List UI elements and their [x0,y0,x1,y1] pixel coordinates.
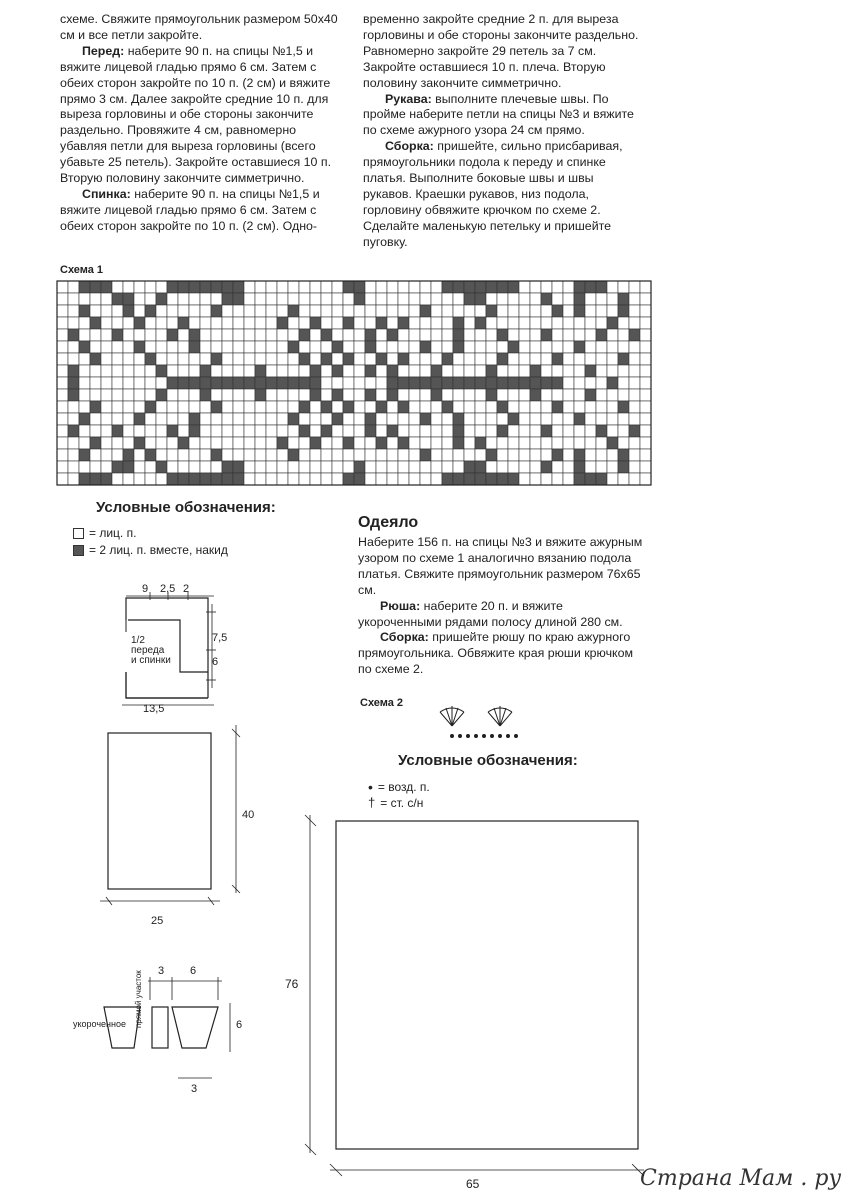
legend1-title: Условные обозначения: [96,499,276,516]
paragraph-body: схеме. Свяжите прямоугольник размером 50х40 см и все петли закройте. [60,12,338,42]
front-dim-2-5: 2,5 [160,583,176,595]
sleeve-dim-3-bottom: 3 [191,1083,198,1095]
rect-dim-height: 40 [242,809,255,821]
paragraph-heading: Спинка: [82,186,131,201]
sleeve-label-short: укороченное [73,1019,127,1029]
paragraph-heading: Сборка: [385,139,434,154]
scheme1-label: Схема 1 [60,264,104,276]
paragraph-body: наберите 90 п. на спицы №1,5 и вяжите лицевой гладью прямо 6 см. Затем с обеих сторон закройте по 10 п. (2 см). Одно- [60,186,320,233]
legend2-item-chain: • = возд. п. [368,779,430,795]
paragraph-body: выполните плечевые швы. По пройме наберите петли на спицы №3 и вяжите по схеме ажурного узора 24 см прямо. [363,91,634,138]
blanket-dim-height: 76 [285,977,299,991]
front-piece-label: 1/2 переда и спинки [131,635,171,666]
scheme2-label: Схема 2 [360,697,404,709]
double-crochet-icon: † [368,795,376,810]
paragraph-heading: Сборка: [380,630,429,645]
paragraph-body: временно закройте средние 2 п. для выреза горловины и обе стороны закончите раздельно. Равномерно закройте 29 петель за 7 см. Закройте оставшиеся 10 п. плеча. Вторую половину закончите симметрично. [363,12,639,90]
sleeve-diagram [104,977,230,1078]
paragraph-body: наберите 20 п. и вяжите укороченными рядами полосу длиной 280 см. [358,598,623,629]
blanket-diagram [305,815,644,1176]
scheme2-diagram [440,706,512,726]
paragraph-body: Наберите 156 п. на спицы №3 и вяжите ажурным узором по схеме 1 аналогично вязанию подола платья. Свяжите прямоугольник размером 76х65 см. [358,535,643,597]
paragraph-heading: Рукава: [385,91,432,106]
front-piece-diagram [122,592,219,705]
chain-stitch-icon: • [368,779,373,795]
legend2-title: Условные обозначения: [398,752,578,769]
paragraph-body: пришейте рюшу по краю ажурного прямоугольника. Обвяжите края рюши крючком по схеме 2. [358,630,633,677]
skirt-rect-diagram [100,725,240,905]
paragraph-heading: Рюша: [380,598,421,613]
blanket-title: Одеяло [358,514,419,531]
sleeve-dim-3-top: 3 [158,965,165,977]
watermark: Страна Мам . ру [640,1166,842,1191]
blanket-dim-width: 65 [466,1177,480,1191]
sleeve-dim-6-side: 6 [236,1019,243,1031]
front-dim-7-5: 7,5 [212,632,228,644]
front-dim-2: 2 [183,583,190,595]
front-dim-13-5: 13,5 [143,703,165,715]
scheme2-dots [450,734,518,738]
sleeve-dim-6-top: 6 [190,965,197,977]
rect-dim-width: 25 [151,915,164,927]
paragraph-body: пришейте, сильно присбаривая, прямоугольники подола к переду и спинке платья. Выполните боковые швы и швы рукавов. Краешки рукавов, низ подола, горловину обвяжите крючком по схеме 2. Сделайте маленькую петельку и пришейте пуговку. [363,139,623,249]
paragraph-body: наберите 90 п. на спицы №1,5 и вяжите лицевой гладью прямо 6 см. Затем с обеих сторон закройте по 10 п. (2 см) и вяжите прямо 3 см. Далее закройте средние 10 п. для выреза горловины и обе стороны закончите раздельно. Провяжите 4 см, равномерно убавляя петли для выреза горловины (всего убавьте 25 петель). Закройте оставшиеся 10 п. Вторую половину закончите симметрично. [60,43,332,186]
legend1-item-filled: = 2 лиц. п. вместе, накид [73,543,228,557]
legend1-item-empty: = лиц. п. [73,526,136,540]
front-dim-9: 9 [142,583,149,595]
paragraph-heading: Перед: [82,43,125,58]
legend2-item-dc: † = ст. с/н [368,795,424,810]
front-dim-6: 6 [212,656,219,668]
sleeve-label-straight: прямой участок [134,970,143,1028]
